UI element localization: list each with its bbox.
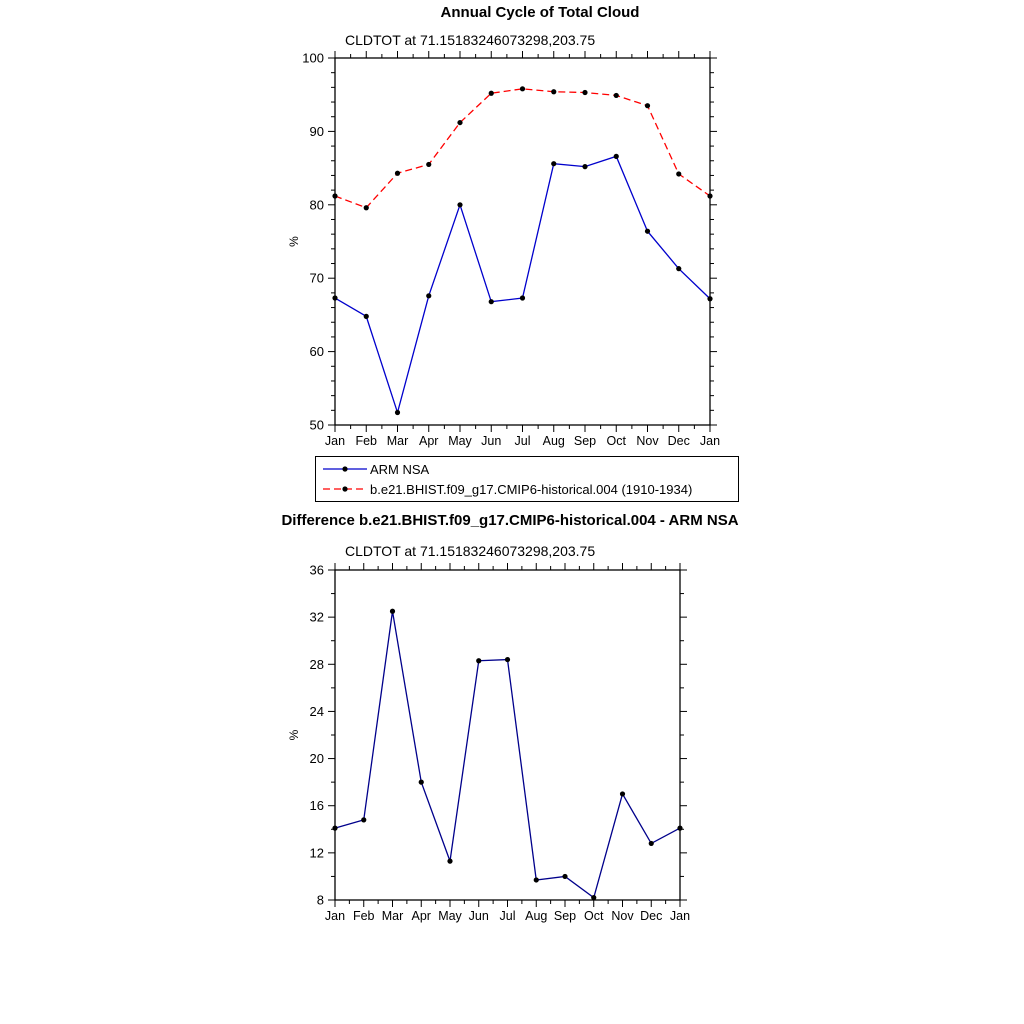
svg-text:8: 8 [316, 892, 324, 908]
top-chart-subtitle: CLDTOT at 71.15183246073298,203.75 [345, 32, 596, 48]
svg-text:70: 70 [309, 270, 324, 286]
svg-text:50: 50 [309, 417, 324, 433]
bottom-chart-title: Difference b.e21.BHIST.f09_g17.CMIP6-historical.004 - ARM NSA [281, 512, 739, 529]
svg-text:Sep: Sep [573, 434, 597, 448]
svg-text:Jul: Jul [499, 909, 516, 923]
top-chart-canvas [280, 48, 750, 453]
svg-text:Nov: Nov [611, 909, 634, 923]
svg-text:Nov: Nov [636, 434, 659, 448]
svg-text:Jul: Jul [514, 434, 531, 448]
legend-line-sample-icon [322, 483, 368, 495]
legend-entry [322, 460, 732, 478]
svg-text:90: 90 [309, 123, 324, 139]
svg-text:20: 20 [309, 751, 324, 767]
svg-text:Apr: Apr [411, 909, 431, 923]
svg-text:Jan: Jan [324, 909, 346, 923]
svg-text:Mar: Mar [386, 434, 409, 448]
svg-text:16: 16 [309, 798, 324, 814]
bottom-chart-canvas [280, 558, 730, 938]
svg-text:Apr: Apr [419, 434, 439, 448]
svg-text:Jan: Jan [669, 909, 691, 923]
svg-text:80: 80 [309, 197, 324, 213]
svg-text:May: May [448, 434, 472, 448]
svg-text:28: 28 [309, 656, 324, 672]
svg-text:%: % [287, 729, 301, 741]
svg-text:12: 12 [309, 845, 324, 861]
svg-text:Dec: Dec [640, 909, 663, 923]
svg-text:%: % [287, 236, 301, 247]
svg-text:Jan: Jan [699, 434, 721, 448]
legend-line-sample-icon [322, 463, 368, 475]
svg-text:Sep: Sep [553, 909, 577, 923]
svg-text:Jun: Jun [468, 909, 489, 923]
svg-text:Jun: Jun [481, 434, 502, 448]
svg-text:Oct: Oct [584, 909, 604, 923]
bottom-chart-subtitle: CLDTOT at 71.15183246073298,203.75 [345, 543, 596, 559]
svg-text:24: 24 [309, 703, 324, 719]
svg-text:32: 32 [309, 609, 324, 625]
svg-text:Oct: Oct [606, 434, 626, 448]
svg-text:36: 36 [309, 562, 324, 578]
top-chart-title: Annual Cycle of Total Cloud [440, 4, 640, 21]
legend-label: ARM NSA [370, 461, 430, 477]
legend [315, 456, 739, 502]
svg-text:Dec: Dec [667, 434, 690, 448]
svg-text:Feb: Feb [355, 434, 378, 448]
legend-label: b.e21.BHIST.f09_g17.CMIP6-historical.004 (1910-1934) [370, 481, 693, 497]
legend-entry [322, 480, 732, 498]
svg-text:Aug: Aug [542, 434, 565, 448]
svg-text:Aug: Aug [525, 909, 548, 923]
svg-text:100: 100 [302, 50, 324, 66]
svg-text:Mar: Mar [381, 909, 404, 923]
svg-text:60: 60 [309, 344, 324, 360]
svg-text:May: May [438, 909, 462, 923]
svg-text:Feb: Feb [352, 909, 375, 923]
svg-text:Jan: Jan [324, 434, 346, 448]
